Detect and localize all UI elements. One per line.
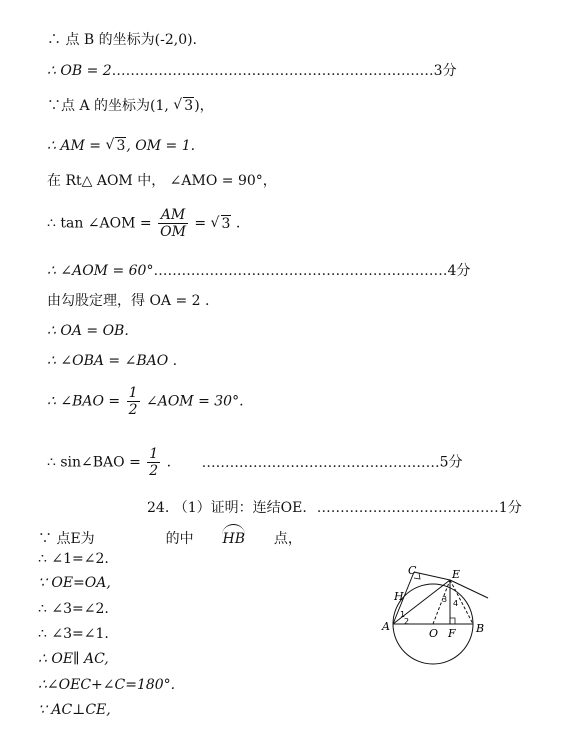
angle-label-3: 3 — [442, 595, 448, 604]
label-a: A — [382, 620, 390, 633]
line-oe-oa: ∵ OE=OA, — [38, 575, 111, 591]
label-f: F — [448, 627, 456, 640]
label-c: C — [408, 564, 417, 577]
line-tan-aom: ∴ tan ∠AOM = $\frac{AM}{OM}$ = √ 3 . — [47, 207, 240, 240]
line-angle1-angle2: ∴ ∠1=∠2. — [38, 551, 109, 567]
angle-label-1: 1 — [400, 610, 406, 619]
label-b: B — [476, 622, 485, 635]
label-h: H — [394, 590, 404, 603]
tangent-extension — [450, 580, 488, 598]
line-angle-sum-180: ∴∠OEC+∠C=180°. — [38, 677, 176, 693]
label-o: O — [429, 627, 439, 640]
line-e-midpoint: ∵ 点E为 的中 HB 点， — [38, 524, 302, 548]
arc-hb: HB — [222, 524, 245, 548]
angle-label-4: 4 — [453, 599, 459, 608]
line-ob-equals-2: ∴ OB = 2……………………………………………………………3分 — [47, 63, 457, 79]
angle-label-2: 2 — [404, 617, 410, 626]
line-24-proof-heading: 24. （1）证明：连结OE. …………………………………1分 — [147, 500, 522, 516]
line-ac-perp-ce: ∵ AC⊥CE, — [38, 702, 111, 718]
line-sin-bao: ∴ sin∠BAO = $\frac{1}{2}$ . ……………………………………………5分 — [47, 446, 463, 479]
line-oba-bao: ∴ ∠OBA = ∠BAO . — [47, 353, 178, 369]
line-aom-60: ∴ ∠AOM = 60°………………………………………………………4分 — [47, 263, 471, 279]
right-angle-f — [450, 618, 455, 624]
line-bao-30: ∴ ∠BAO = $\frac{1}{2}$ ∠AOM = 30°. — [47, 385, 244, 418]
line-a-coordinate: ∵点 A 的坐标为(1, √ 3)， — [47, 97, 214, 115]
line-angle3-angle1: ∴ ∠3=∠1. — [38, 626, 109, 642]
line-right-triangle: 在 Rt△ AOM 中， ∠AMO = 90°， — [47, 173, 277, 189]
label-e: E — [452, 568, 461, 581]
line-oe-parallel-ac: ∴ OE∥ AC, — [38, 651, 109, 667]
geometry-figure — [376, 560, 496, 675]
line-angle3-angle2: ∴ ∠3=∠2. — [38, 601, 109, 617]
line-am-om: ∴ AM = √ 3, OM = 1. — [47, 137, 195, 155]
line-b-coordinate: ∴ 点 B 的坐标为(-2,0). — [47, 32, 198, 48]
line-pythagorean: 由勾股定理，得 OA = 2 . — [47, 293, 210, 309]
line-oa-ob: ∴ OA = OB. — [47, 323, 129, 339]
